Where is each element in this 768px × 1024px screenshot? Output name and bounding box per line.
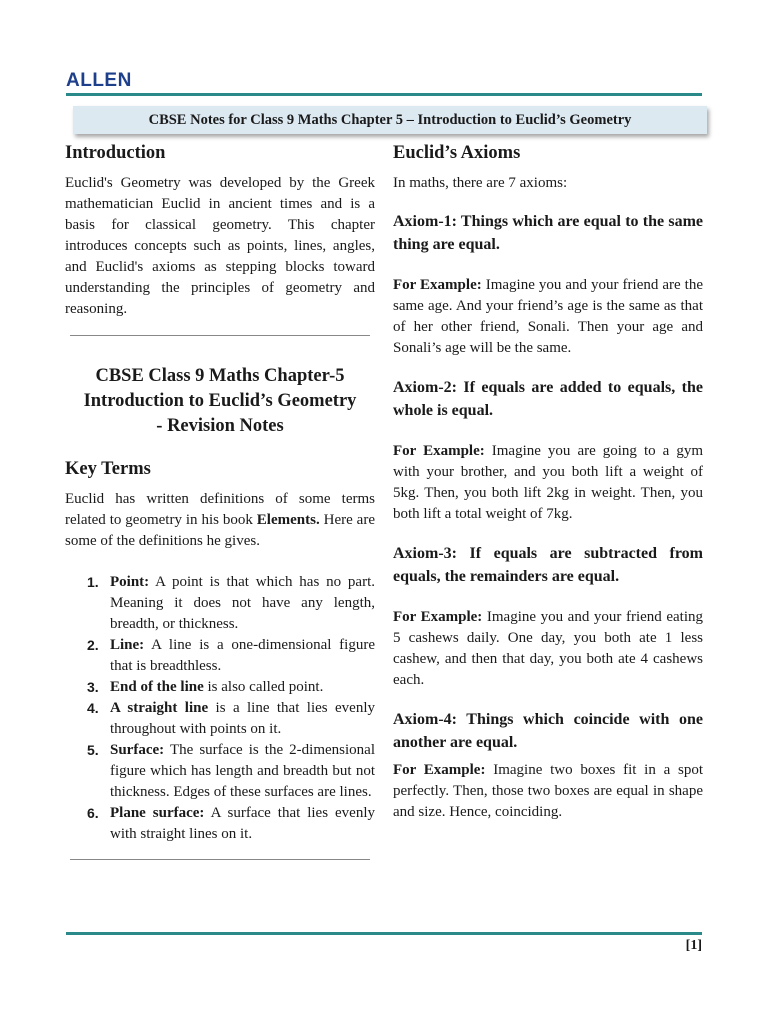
revision-title-line2: Introduction to Euclid’s Geometry bbox=[83, 391, 357, 411]
example-label: For Example: bbox=[393, 277, 482, 293]
definition: A point is that which has no part. Meaning it does not have any length, breadth, or thickness. bbox=[110, 574, 375, 632]
list-number: 2. bbox=[87, 637, 99, 653]
definition: A surface that lies evenly with straight lines on it. bbox=[110, 805, 375, 842]
definition: The surface is the 2-dimensional figure which has length and breadth but not thickness. Edges of these surfaces are lines. bbox=[110, 742, 375, 800]
list-number: 4. bbox=[87, 700, 99, 716]
revision-title-line3: - Revision Notes bbox=[156, 416, 284, 436]
term: End of the line bbox=[110, 679, 204, 695]
key-terms-heading: Key Terms bbox=[65, 459, 151, 479]
list-item bbox=[65, 677, 375, 698]
example-text: Imagine you and your friend eating 5 cashews daily. One day, you both ate 1 less cashew, and then that day, you both ate 4 cashews each. bbox=[393, 609, 704, 688]
example-text: Imagine you and your friend are the same age. And your friend’s age is the same as that of her other friend, Sonali. Then your age and Sonali’s age will be the same. bbox=[393, 277, 703, 356]
list-item bbox=[65, 698, 375, 740]
section-divider bbox=[70, 859, 370, 860]
example-text: Imagine two boxes fit in a spot perfectly. Then, those two boxes are equal in shape and size. Hence, coinciding. bbox=[393, 762, 703, 820]
example-label: For Example: bbox=[393, 443, 485, 459]
list-item bbox=[65, 635, 375, 677]
left-column bbox=[65, 143, 375, 860]
key-terms-intro-text: Euclid has written definitions of some terms related to geometry in his book bbox=[65, 491, 375, 528]
example-text: Imagine you are going to a gym with your brother, and you both lift a weight of 5kg. Then, you both lift 2kg in weight. Then, you both lift a total weight of 7kg. bbox=[393, 443, 703, 522]
list-number: 6. bbox=[87, 805, 99, 821]
right-column bbox=[393, 143, 703, 823]
key-terms-intro bbox=[65, 489, 375, 552]
axiom-4-example bbox=[393, 760, 703, 823]
axiom-1-title: Axiom-1: Things which are equal to the same thing are equal. bbox=[393, 213, 703, 253]
list-number: 1. bbox=[87, 574, 99, 590]
axiom-1-example bbox=[393, 275, 703, 359]
term: Point: bbox=[110, 574, 150, 590]
definition: is a line that lies evenly throughout with points on it. bbox=[110, 700, 375, 737]
list-number: 5. bbox=[87, 742, 99, 758]
definition: is also called point. bbox=[203, 679, 324, 695]
revision-title-line1: CBSE Class 9 Maths Chapter-5 bbox=[95, 366, 345, 386]
axioms-intro: In maths, there are 7 axioms: bbox=[393, 175, 568, 191]
introduction-heading: Introduction bbox=[65, 143, 166, 163]
axiom-2-title: Axiom-2: If equals are added to equals, the whole is equal. bbox=[393, 379, 703, 419]
list-number: 3. bbox=[87, 679, 99, 695]
page-number: [1] bbox=[685, 938, 702, 953]
axiom-3-example bbox=[393, 607, 703, 691]
axiom-4-title: Axiom-4: Things which coincide with one another are equal. bbox=[393, 711, 703, 751]
list-item bbox=[65, 803, 375, 845]
term: Plane surface: bbox=[110, 805, 205, 821]
introduction-text: Euclid's Geometry was developed by the Greek mathematician Euclid in ancient times and is a basis for classical geometry. This chapter introduces concepts such as points, lines, angles, and Euclid's axioms as stepping blocks toward understanding the principles of geometry and reasoning. bbox=[65, 175, 375, 317]
term: Line: bbox=[110, 637, 145, 653]
list-item bbox=[65, 572, 375, 635]
allen-logo: ALLEN bbox=[66, 70, 132, 91]
document-banner: CBSE Notes for Class 9 Maths Chapter 5 – Introduction to Euclid’s Geometry bbox=[73, 106, 707, 134]
axioms-heading: Euclid’s Axioms bbox=[393, 143, 521, 163]
term: A straight line bbox=[110, 700, 209, 716]
definition: A line is a one-dimensional figure that is breadthless. bbox=[110, 637, 375, 674]
elements-book-title: Elements. bbox=[256, 512, 320, 528]
term: Surface: bbox=[110, 742, 165, 758]
axiom-2-example bbox=[393, 441, 703, 525]
revision-title bbox=[65, 364, 375, 439]
header-divider bbox=[66, 93, 702, 96]
footer-divider bbox=[66, 932, 702, 935]
example-label: For Example: bbox=[393, 762, 486, 778]
section-divider bbox=[70, 335, 370, 336]
list-item bbox=[65, 740, 375, 803]
key-terms-intro-text-end: Here are some of the definitions he gives. bbox=[65, 512, 375, 549]
axiom-3-title: Axiom-3: If equals are subtracted from equals, the remainders are equal. bbox=[393, 545, 703, 585]
definitions-list bbox=[65, 572, 375, 845]
example-label: For Example: bbox=[393, 609, 483, 625]
